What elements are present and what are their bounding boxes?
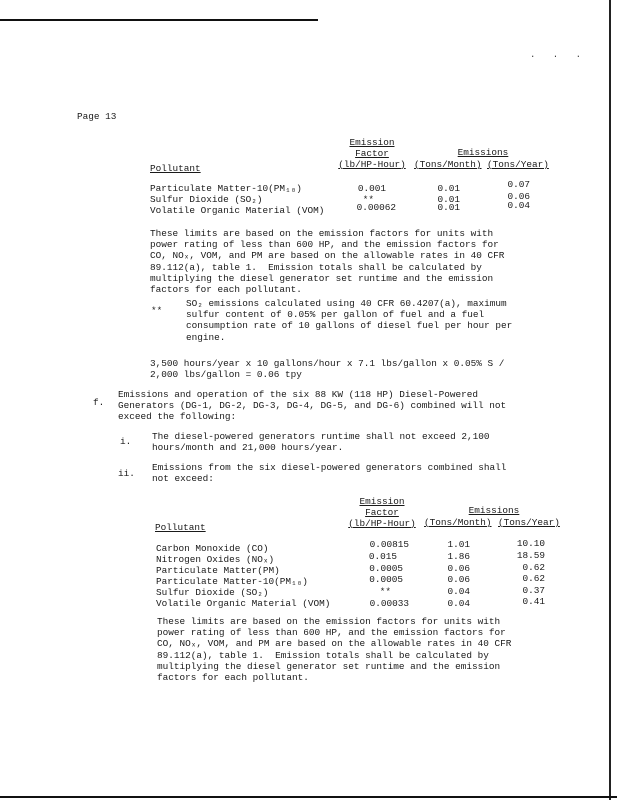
month-cell: 0.01	[437, 194, 460, 205]
pollutant-cell: Volatile Organic Material (VOM)	[156, 598, 331, 609]
table2-header-pollutant: Pollutant	[155, 522, 206, 533]
month-cell: 1.01	[447, 539, 470, 550]
table2-header-emission-factor: Emission Factor (lb/HP-Hour)	[348, 496, 416, 529]
month-cell: 0.04	[447, 598, 470, 609]
item-i-text: The diesel-powered generators runtime shall not exceed 2,100 hours/month and 21,000 hours/year.	[152, 431, 490, 454]
footnote-text: SO₂ emissions calculated using 40 CFR 60.4207(a), maximum sulfur content of 0.05% per gallon of fuel and a fuel consumption rate of 10 gallons of diesel fuel per hour per engine.	[186, 298, 513, 343]
page-label: Page 13	[77, 111, 117, 122]
scan-dots: · · ·	[530, 52, 588, 62]
factor-cell: 0.00033	[369, 598, 409, 609]
scan-edge-right	[609, 0, 611, 800]
month-cell: 0.01	[437, 202, 460, 213]
factor-cell: **	[379, 586, 391, 597]
limits-note-paragraph-1: These limits are based on the emission factors for units with power rating of less than 600 HP, and the emission factors for CO, NOₓ, VOM, and PM are based on the allowable rates in 40 CFR 89.112(a), table 1. Emission totals shall be calculated by multiplying the diesel generator set runtime and the emission factors for each pollutant.	[150, 228, 505, 296]
item-f-text: Emissions and operation of the six 88 KW (118 HP) Diesel-Powered Generators (DG-1, DG-2, DG-3, DG-4, DG-5, and DG-6) combined will not exceed the following:	[118, 389, 507, 423]
factor-cell: 0.015	[368, 551, 397, 562]
footnote-marker: **	[151, 305, 163, 316]
month-cell: 0.04	[447, 586, 470, 597]
year-cell: 0.41	[522, 596, 545, 607]
pollutant-cell: Sulfur Dioxide (SO₂)	[156, 587, 269, 598]
table1-header-emissions: Emissions	[457, 147, 509, 158]
table1-header-tons-year: (Tons/Year)	[487, 159, 549, 170]
pollutant-cell: Volatile Organic Material (VOM)	[150, 205, 325, 216]
pollutant-cell: Particulate Matter(PM)	[156, 565, 280, 576]
year-cell: 18.59	[516, 550, 545, 561]
factor-cell: 0.00815	[369, 539, 409, 550]
month-cell: 0.06	[447, 574, 470, 585]
table1-header-tons-month: (Tons/Month)	[414, 159, 482, 170]
table1-header-emission-factor: Emission Factor (lb/HP-Hour)	[338, 137, 406, 170]
pollutant-cell: Nitrogen Oxides (NOₓ)	[156, 554, 275, 565]
pollutant-cell: Carbon Monoxide (CO)	[156, 543, 269, 554]
item-f-label: f.	[93, 397, 105, 408]
year-cell: 0.62	[522, 562, 545, 573]
scan-edge-top	[0, 19, 318, 21]
factor-cell: 0.00062	[356, 202, 396, 213]
month-cell: 0.01	[437, 183, 460, 194]
year-cell: 0.37	[522, 585, 545, 596]
so2-calculation: 3,500 hours/year x 10 gallons/hour x 7.1 lbs/gallon x 0.05% S / 2,000 lbs/gallon = 0.06 tpy	[150, 358, 505, 381]
factor-cell: 0.0005	[369, 563, 403, 574]
table2-header-emissions: Emissions	[468, 505, 520, 516]
pollutant-cell: Particulate Matter-10(PM₁₀)	[150, 183, 302, 194]
year-cell: 0.06	[507, 191, 530, 202]
item-ii-label: ii.	[118, 468, 135, 479]
year-cell: 10.10	[516, 538, 545, 549]
year-cell: 0.62	[522, 573, 545, 584]
scan-edge-bottom	[0, 796, 617, 798]
month-cell: 1.86	[447, 551, 470, 562]
pollutant-cell: Sulfur Dioxide (SO₂)	[150, 194, 263, 205]
factor-cell: 0.001	[357, 183, 386, 194]
table1-header-pollutant: Pollutant	[150, 163, 201, 174]
year-cell: 0.04	[507, 200, 530, 211]
limits-note-paragraph-2: These limits are based on the emission factors for units with power rating of less than 600 HP, and the emission factors for CO, NOₓ, VOM, and PM are based on the allowable rates in 40 CFR 89.112(a), table 1. Emission totals shall be calculated by multiplying the diesel generator set runtime and the emission factors for each pollutant.	[157, 616, 512, 684]
year-cell: 0.07	[507, 179, 530, 190]
table2-header-tons-month: (Tons/Month)	[424, 517, 492, 528]
factor-cell: 0.0005	[369, 574, 403, 585]
pollutant-cell: Particulate Matter-10(PM₁₀)	[156, 576, 308, 587]
month-cell: 0.06	[447, 563, 470, 574]
item-i-label: i.	[120, 436, 132, 447]
table2-header-tons-year: (Tons/Year)	[498, 517, 560, 528]
factor-cell: **	[362, 194, 374, 205]
item-ii-text: Emissions from the six diesel-powered generators combined shall not exceed:	[152, 462, 507, 485]
